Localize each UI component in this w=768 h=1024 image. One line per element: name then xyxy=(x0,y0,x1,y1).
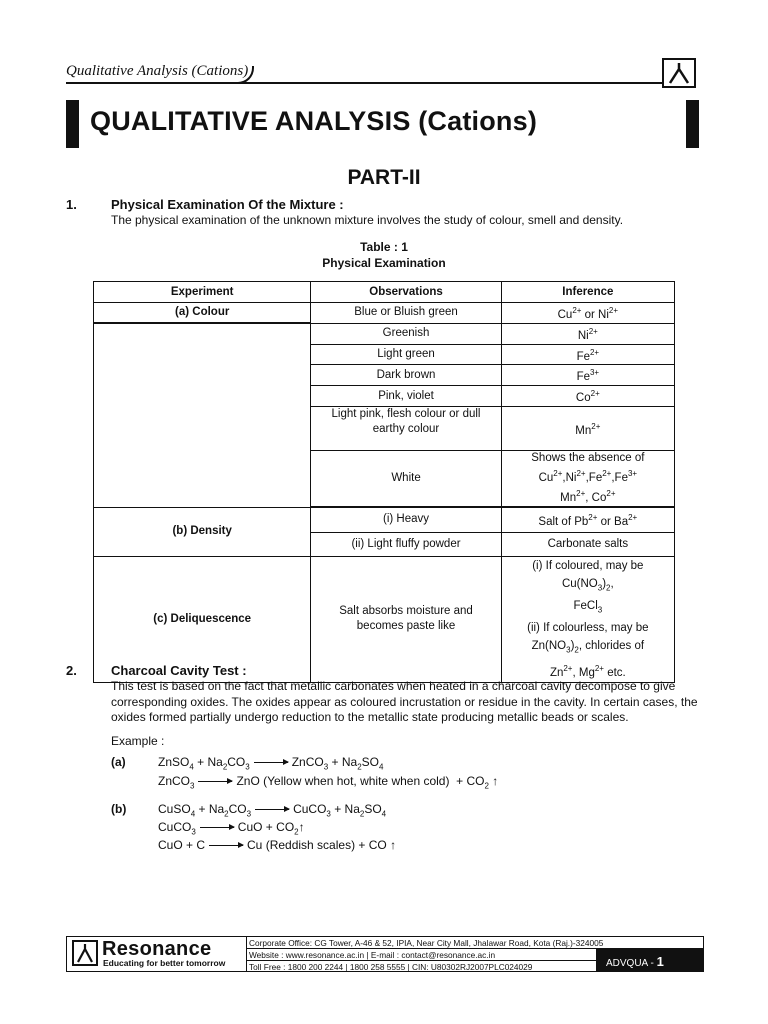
table-header-row xyxy=(94,282,675,303)
observation-cell: Light green xyxy=(311,344,501,365)
inference-cell: $Mn^{2+}$ xyxy=(501,407,674,451)
deliq-inf-line-1: (i) If coloured, may be xyxy=(532,559,644,572)
table-row xyxy=(94,323,675,344)
inference-cell: Salt of $Pb^{2+}$ or $Ba^{2+}$ xyxy=(501,507,674,532)
example-label: Example : xyxy=(111,734,165,748)
observation-cell: Greenish xyxy=(311,323,501,344)
resonance-logo-icon xyxy=(662,58,696,88)
table-row xyxy=(94,303,675,324)
title-bar-left xyxy=(66,100,79,148)
inference-cell: $Fe^{2+}$ xyxy=(501,344,674,365)
inference-cell: (i) If coloured, may be $Cu(NO_3)_2$, FeCl$_3$ (ii) If colourless, may be $Zn(NO_3)_2$, chlorides of $Zn^{2+}$, $Mg^{2+}$ etc. xyxy=(501,556,674,682)
page-num: 1 xyxy=(656,954,664,969)
observation-cell: Salt absorbs moisture and becomes paste like xyxy=(311,556,501,682)
section-2-text: This test is based on the fact that metallic carbonates when heated in a charcoal cavity decompose to give corresponding oxides. The oxides appear as coloured incrustation or residue in the cavity. In certain cases, the oxides formed partially undergo reduction to the metallic state producing metallic beads or scales. xyxy=(111,679,698,724)
section-2-number: 2. xyxy=(66,663,77,678)
observation-cell: Light pink, flesh colour or dull earthy colour xyxy=(311,407,501,451)
footer-separator xyxy=(246,948,596,949)
footer-brand: Resonance xyxy=(102,938,212,960)
example-b-label: (b) xyxy=(111,802,127,816)
equation-b3-note: (Reddish scales) xyxy=(265,838,356,852)
observation-cell: (i) Heavy xyxy=(311,507,501,532)
page-title: QUALITATIVE ANALYSIS (Cations) xyxy=(90,106,538,136)
running-header-title: Qualitative Analysis (Cations) xyxy=(66,63,249,79)
deliq-inf-etc: etc. xyxy=(607,666,626,679)
footer-address: Corporate Office: CG Tower, A-46 & 52, IPIA, Near City Mall, Jhalawar Road, Kota (Raj.)-324005 xyxy=(249,938,604,948)
equation-a2: ZnCO$_3$ ZnO (Yellow when hot, white when cold) + $CO_2$ ↑ xyxy=(158,774,499,791)
part-heading: PART-II xyxy=(347,166,421,189)
observation-cell: (ii) Light fluffy powder xyxy=(311,532,501,556)
observation-cell: Pink, violet xyxy=(311,386,501,407)
equation-b3: CuO + C Cu (Reddish scales) + CO ↑ xyxy=(158,838,397,852)
reaction-arrow-icon xyxy=(200,827,234,828)
physical-examination-table xyxy=(93,281,675,683)
inference-cell: $Fe^{3+}$ xyxy=(501,365,674,386)
equation-a1: ZnSO$_4$ + $Na_2CO_3$ ZnCO$_3$ + $Na_2SO_4$ xyxy=(158,755,384,772)
deliq-inf-line-3: (ii) If colourless, may be xyxy=(527,622,649,635)
inference-cell: $Ni^{2+}$ xyxy=(501,323,674,344)
section-1-text: The physical examination of the unknown mixture involves the study of colour, smell and density. xyxy=(111,213,624,227)
table-subcaption: Physical Examination xyxy=(322,256,446,270)
footer-tollfree: Toll Free : 1800 200 2244 | 1800 258 5555 | CIN: U80302RJ2007PLC024029 xyxy=(249,962,533,972)
section-1-heading: Physical Examination Of the Mixture : xyxy=(111,197,344,212)
section-2-heading: Charcoal Cavity Test : xyxy=(111,663,247,678)
header-rule xyxy=(66,82,662,84)
equation-a2-note: (Yellow when hot, white when cold) xyxy=(263,774,450,788)
page-code: ADVQUA - xyxy=(606,958,654,969)
example-a-label: (a) xyxy=(111,755,126,769)
footer-page-number xyxy=(596,948,704,972)
observation-cell: Dark brown xyxy=(311,365,501,386)
section-1-number: 1. xyxy=(66,197,77,212)
table-caption: Table : 1 xyxy=(360,240,408,254)
equation-b1: CuSO$_4$ + $Na_2CO_3$ CuCO$_3$ + $Na_2SO_4$ xyxy=(158,802,387,819)
reaction-arrow-icon xyxy=(254,762,288,763)
inference-cell: $Co^{2+}$ xyxy=(501,386,674,407)
header-experiment: Experiment xyxy=(94,282,311,303)
resonance-footer-logo-icon xyxy=(72,940,98,966)
table-row xyxy=(94,507,675,532)
colour-empty-cell xyxy=(94,323,311,507)
observation-cell: Blue or Bluish green xyxy=(311,303,501,324)
footer-tagline: Educating for better tomorrow xyxy=(103,958,226,968)
colour-label: (a) Colour xyxy=(94,303,311,324)
reaction-arrow-icon xyxy=(255,809,289,810)
inference-cell: Carbonate salts xyxy=(501,532,674,556)
reaction-arrow-icon xyxy=(209,845,243,846)
header-inference: Inference xyxy=(501,282,674,303)
density-label: (b) Density xyxy=(94,507,311,556)
header-observations: Observations xyxy=(311,282,501,303)
reaction-arrow-icon xyxy=(198,781,232,782)
equation-b2: CuCO$_3$ CuO + $CO_2↑$ xyxy=(158,820,305,837)
observation-cell: White xyxy=(311,451,501,507)
inference-cell: Shows the absence of $Cu^{2+},Ni^{2+},Fe^{2+},Fe^{3+}$ $Mn^{2+}$, $Co^{2+}$ xyxy=(501,451,674,507)
footer-separator xyxy=(246,960,596,961)
white-inference-text: Shows the absence of xyxy=(531,452,645,465)
deliquescence-label: (c) Deliquescence xyxy=(94,556,311,682)
inference-cell: $Cu^{2+}$ or $Ni^{2+}$ xyxy=(501,303,674,324)
title-bar-right xyxy=(686,100,699,148)
footer-website: Website : www.resonance.ac.in | E-mail : contact@resonance.ac.in xyxy=(249,950,496,960)
